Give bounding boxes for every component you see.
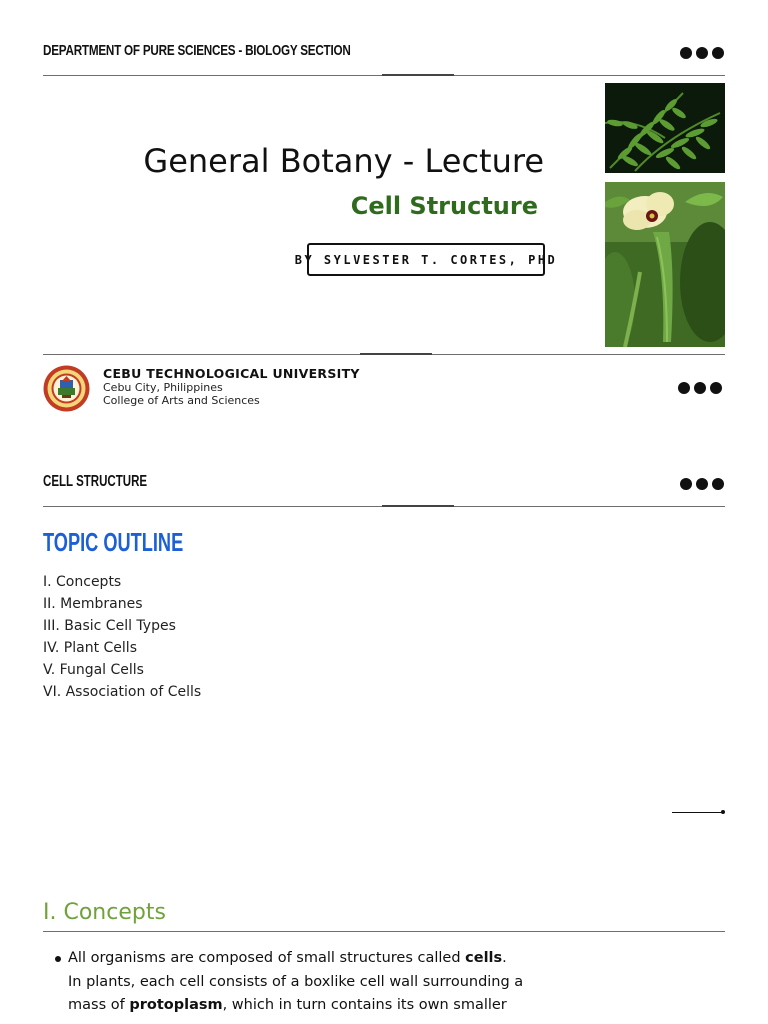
outline-item: IV. Plant Cells: [43, 640, 137, 656]
term-cells: cells: [465, 950, 503, 966]
university-college: College of Arts and Sciences: [103, 394, 260, 407]
outline-item: V. Fungal Cells: [43, 662, 144, 678]
term-protoplasm: protoplasm: [129, 997, 223, 1013]
concepts-line-1: All organisms are composed of small structures called cells.: [68, 950, 507, 966]
outline-item: III. Basic Cell Types: [43, 618, 176, 634]
university-location: Cebu City, Philippines: [103, 381, 223, 394]
lecture-title: General Botany - Lecture: [143, 142, 544, 180]
university-name: CEBU TECHNOLOGICAL UNIVERSITY: [103, 366, 360, 381]
concepts-heading: I. Concepts: [43, 900, 166, 925]
university-seal-icon: [43, 365, 90, 412]
author-badge: [294, 243, 558, 276]
fern-photo: [605, 83, 725, 173]
university-more-icon[interactable]: [678, 382, 722, 394]
bullet-icon: [55, 956, 61, 962]
header-divider-accent: [382, 74, 454, 76]
outline-item: VI. Association of Cells: [43, 684, 202, 700]
more-options-icon[interactable]: [680, 47, 724, 59]
section-label: CELL STRUCTURE: [43, 473, 148, 490]
lecture-subtitle: Cell Structure: [350, 192, 538, 220]
section-divider-accent: [382, 505, 454, 507]
concepts-line-2: In plants, each cell consists of a boxlike cell wall surrounding a: [68, 973, 524, 990]
okra-flower-photo: [605, 182, 725, 347]
section-more-icon[interactable]: [680, 478, 724, 490]
topic-outline-heading: TOPIC OUTLINE: [43, 527, 184, 557]
concepts-line-3: mass of protoplasm, which in turn contains its own smaller: [68, 997, 507, 1013]
next-arrow-icon: [721, 810, 725, 814]
title-divider-accent: [360, 353, 432, 355]
concepts-divider: [43, 931, 725, 932]
topic-outline-list: [43, 571, 201, 703]
outline-item: I. Concepts: [43, 574, 122, 590]
outline-item: II. Membranes: [43, 596, 143, 612]
next-arrow-line: [672, 812, 724, 813]
author-name: BY SYLVESTER T. CORTES, PHD: [294, 252, 558, 267]
department-header: DEPARTMENT OF PURE SCIENCES - BIOLOGY SECTION: [43, 42, 351, 59]
concepts-bullet: [55, 947, 555, 1018]
